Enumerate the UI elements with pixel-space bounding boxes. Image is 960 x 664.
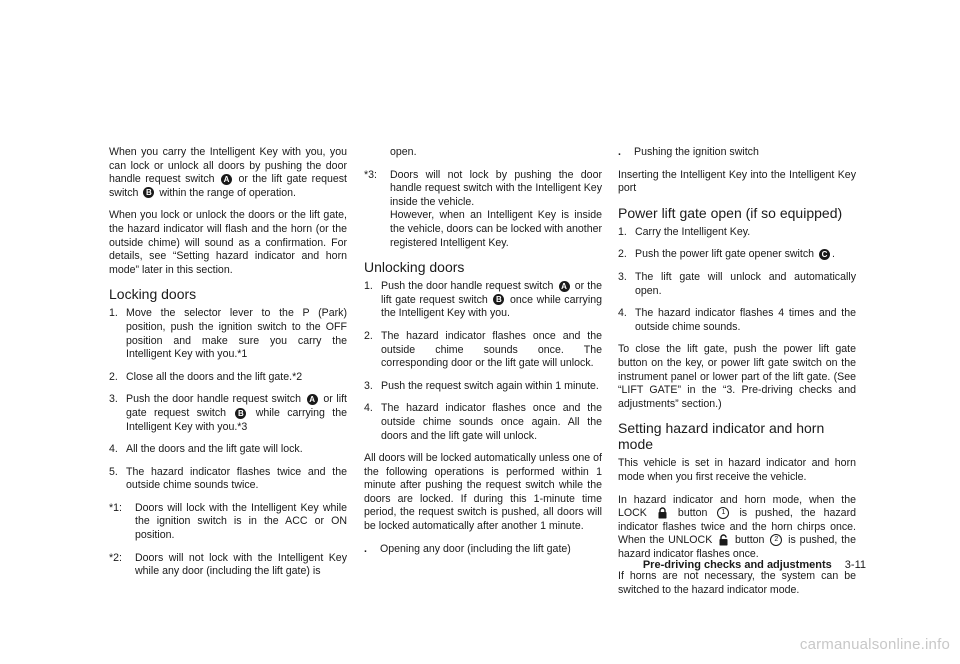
hazard-mode-paragraph: In hazard indicator and horn mode, when the LOCK button 1 is pushed, the hazard indicator flashes twice and the horn chirps once. When the UNLOCK button 2 is pushed, the hazard indicator flashes once.	[618, 493, 856, 560]
unlocking-step-2: 2. The hazard indicator flashes once and the outside chime sounds once. The corresponding door or the lift gate will unlock.	[364, 329, 602, 370]
marker-b-icon: B	[143, 187, 154, 198]
intro-paragraph: When you carry the Intelligent Key with you, you can lock or unlock all doors by pushing the door handle request switch A or the lift gate request switch B within the range of operation.	[109, 146, 347, 199]
column-2	[364, 146, 602, 565]
marker-a-icon: A	[221, 174, 232, 185]
lock-icon	[657, 507, 668, 519]
marker-1-icon: 1	[717, 507, 729, 519]
locking-step-2: 2. Close all the doors and the lift gate.*2	[109, 370, 303, 383]
bullet-icon: .	[364, 542, 367, 555]
confirmation-paragraph: When you lock or unlock the doors or the lift gate, the hazard indicator will flash and the horn (or the outside chime) will sound as a confirmation. For details, see “Setting hazard indicator and horn mode” later in this section.	[109, 209, 347, 276]
marker-c-icon: C	[819, 249, 830, 260]
column-1	[109, 146, 347, 588]
locking-step-3: 3. Push the door handle request switch A or lift gate request switch B while carrying the Intelligent Key with you.*3	[109, 393, 347, 433]
liftgate-step-1: 1. Carry the Intelligent Key.	[618, 225, 751, 238]
locking-step-1: 1. Move the selector lever to the P (Park) position, push the ignition switch to the OFF position and make sure you carry the Intelligent Key with you.*1	[109, 307, 347, 361]
footnote-1: *1: Doors will lock with the Intelligent Key while the ignition switch is in the ACC or ON position.	[109, 501, 347, 542]
marker-2-icon: 2	[770, 534, 782, 546]
marker-a-icon: A	[307, 394, 318, 405]
marker-a-icon: A	[559, 281, 570, 292]
liftgate-step-3: 3. The lift gate will unlock and automatically open.	[618, 270, 856, 297]
inserting-key-paragraph: Inserting the Intelligent Key into the Intelligent Key port	[618, 168, 856, 195]
hazard-horns-paragraph: If horns are not necessary, the system can be switched to the hazard indicator mode.	[618, 570, 856, 597]
unlocking-step-1: 1. Push the door handle request switch A or the lift gate request switch B once while carrying the Intelligent Key with you.	[364, 280, 602, 320]
liftgate-step-4: 4. The hazard indicator flashes 4 times and the outside chime sounds.	[618, 307, 856, 333]
footnote-2: *2: Doors will not lock with the Intelligent Key while any door (including the lift gate) is	[109, 551, 347, 578]
column-3	[618, 146, 856, 607]
heading-locking-doors: Locking doors	[109, 286, 197, 303]
unlocking-step-4: 4. The hazard indicator flashes once and the outside chime sounds once again. All the doors and the lift gate will unlock.	[364, 402, 602, 442]
bullet-icon: .	[618, 146, 621, 158]
locking-step-5: 5. The hazard indicator flashes twice and the outside chime sounds twice.	[109, 465, 347, 492]
heading-hazard-horn-mode: Setting hazard indicator and horn mode	[618, 420, 825, 453]
watermark: carmanualsonline.info	[799, 636, 950, 653]
unlocking-step-3: 3. Push the request switch again within 1 minute.	[364, 379, 599, 392]
heading-power-lift-gate: Power lift gate open (if so equipped)	[618, 204, 843, 221]
footnote-3: *3: Doors will not lock by pushing the door handle request switch with the Intelligent Key inside the vehicle. However, when an Intelligent Key is inside the vehicle, doors can be locked with another registered Intelligent Key.	[364, 168, 603, 249]
liftgate-step-2: 2. Push the power lift gate opener switch C .	[618, 248, 835, 261]
page-footer	[636, 558, 866, 572]
auto-lock-paragraph: All doors will be locked automatically unless one of the following operations is performed within 1 minute after pushing the request switch while the doors are locked. If during this 1-minute time period, the request switch is pushed, all doors will be locked automatically after another 1 minute.	[364, 452, 602, 533]
marker-b-icon: B	[235, 408, 246, 419]
footer-section-title: Pre-driving checks and adjustments	[642, 559, 832, 571]
hazard-intro-paragraph: This vehicle is set in hazard indicator and horn mode when you first receive the vehicle.	[618, 457, 856, 483]
footnote-2-continued: open.	[390, 146, 417, 158]
unlock-icon	[718, 534, 729, 546]
bullet-opening-door: . Opening any door (including the lift gate)	[364, 542, 571, 555]
locking-step-4: 4. All the doors and the lift gate will lock.	[109, 443, 303, 456]
page-number: 3-11	[844, 559, 866, 571]
marker-b-icon: B	[493, 294, 504, 305]
heading-unlocking-doors: Unlocking doors	[364, 259, 465, 276]
bullet-ignition-switch: . Pushing the ignition switch	[618, 146, 759, 158]
close-liftgate-paragraph: To close the lift gate, push the power lift gate button on the key, or power lift gate switch on the instrument panel or lower part of the lift gate. (See “LIFT GATE” in the “3. Pre-driving checks and adjustments” section.)	[618, 343, 856, 410]
